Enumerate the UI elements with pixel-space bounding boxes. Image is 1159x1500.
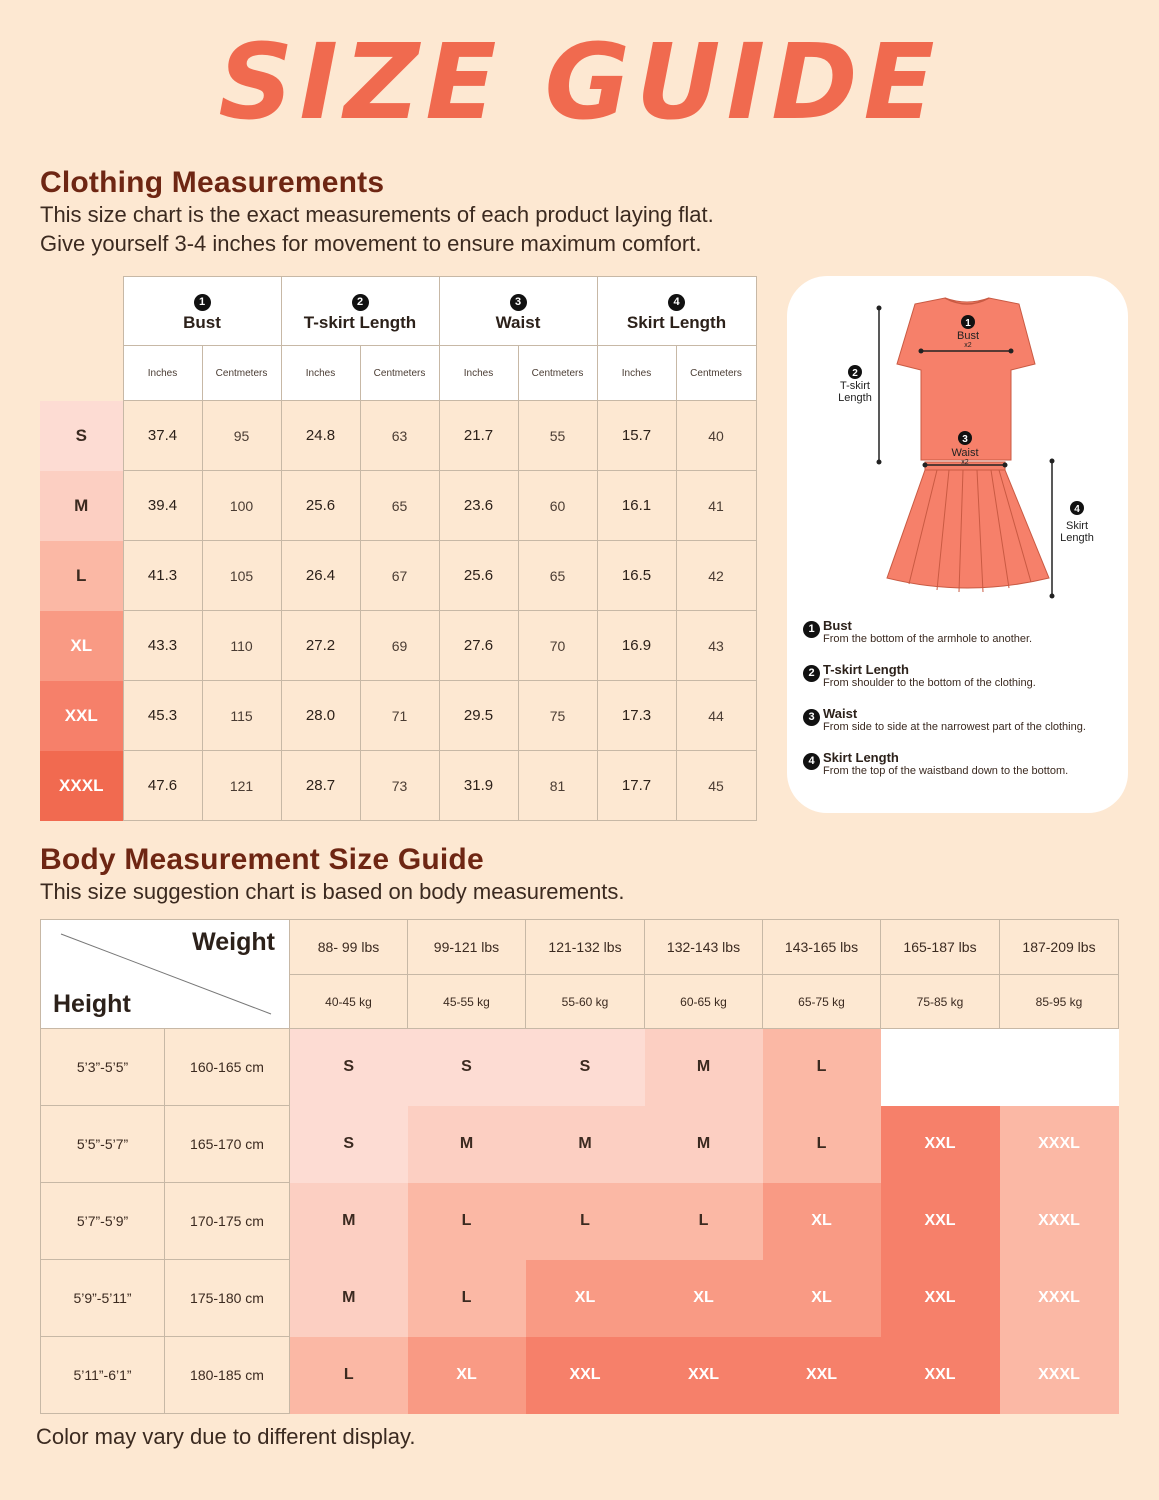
value-centimeters: 43 [676,611,756,681]
weight-lbs-2: 99-121 lbs [408,920,526,975]
table-corner [40,277,123,346]
table-corner [40,346,123,401]
weight-lbs-7: 187-209 lbs [1000,920,1119,975]
weight-lbs-4: 132-143 lbs [645,920,763,975]
size-cell: M [408,1106,526,1183]
value-centimeters: 71 [360,681,439,751]
value-centimeters: 41 [676,471,756,541]
size-cell: L [290,1337,408,1414]
value-inches: 43.3 [123,611,202,681]
size-cell: XXL [881,1183,1000,1260]
size-cell: L [526,1183,645,1260]
value-inches: 26.4 [281,541,360,611]
size-cell: XXXL [1000,1106,1119,1183]
unit-centimeters: Centmeters [202,346,281,401]
value-centimeters: 65 [360,471,439,541]
value-centimeters: 44 [676,681,756,751]
weight-kg-3: 55-60 kg [526,975,645,1029]
size-cell: L [408,1260,526,1337]
size-cell: M [645,1029,763,1106]
height-cm: 170-175 cm [165,1183,290,1260]
value-centimeters: 45 [676,751,756,821]
height-cm: 165-170 cm [165,1106,290,1183]
size-cell: L [408,1183,526,1260]
weight-label: Weight [192,928,275,956]
size-cell: XXL [526,1337,645,1414]
size-cell: S [290,1029,408,1106]
size-cell: XXL [763,1337,881,1414]
size-cell: L [763,1106,881,1183]
table-row [41,1260,1119,1337]
value-inches: 45.3 [123,681,202,751]
value-centimeters: 65 [518,541,597,611]
size-cell: XL [526,1260,645,1337]
table-row [41,1183,1119,1260]
weight-kg-5: 65-75 kg [763,975,881,1029]
weight-kg-2: 45-55 kg [408,975,526,1029]
column-header-bust: 1 Bust [123,277,281,346]
size-label: XL [40,611,123,681]
value-inches: 17.7 [597,751,676,821]
height-feet: 5’11”-6’1” [41,1337,165,1414]
height-feet: 5’3”-5’5” [41,1029,165,1106]
size-label: S [40,401,123,471]
clothing-heading: Clothing Measurements [40,166,385,199]
unit-inches: Inches [281,346,360,401]
value-centimeters: 110 [202,611,281,681]
svg-text:2: 2 [852,368,858,379]
value-inches: 41.3 [123,541,202,611]
table-row [40,681,756,751]
value-centimeters: 70 [518,611,597,681]
size-cell: XXXL [1000,1260,1119,1337]
size-cell: XXXL [1000,1337,1119,1414]
value-centimeters: 95 [202,401,281,471]
number-4-icon: 4 [668,294,685,311]
size-cell: XXL [881,1260,1000,1337]
value-inches: 28.0 [281,681,360,751]
weight-height-corner [41,920,290,1029]
number-3-icon: 3 [510,294,527,311]
value-inches: 25.6 [281,471,360,541]
value-centimeters: 73 [360,751,439,821]
value-centimeters: 55 [518,401,597,471]
table-row [40,471,756,541]
value-inches: 31.9 [439,751,518,821]
value-inches: 24.8 [281,401,360,471]
value-inches: 47.6 [123,751,202,821]
size-cell: XXL [645,1337,763,1414]
clothing-desc-2: Give yourself 3-4 inches for movement to ensure maximum comfort. [40,231,702,256]
size-cell: L [645,1183,763,1260]
height-cm: 180-185 cm [165,1337,290,1414]
color-disclaimer: Color may vary due to different display. [36,1424,416,1449]
size-cell: M [645,1106,763,1183]
svg-text:4: 4 [1074,504,1080,515]
value-inches: 27.6 [439,611,518,681]
outfit-illustration [787,276,1128,606]
value-inches: 16.5 [597,541,676,611]
size-cell: XL [408,1337,526,1414]
unit-inches: Inches [123,346,202,401]
svg-text:x2: x2 [961,459,969,466]
size-cell: XXL [881,1106,1000,1183]
size-label: XXL [40,681,123,751]
table-row [41,1337,1119,1414]
svg-text:Waist: Waist [951,447,979,459]
value-centimeters: 100 [202,471,281,541]
value-centimeters: 40 [676,401,756,471]
column-header-tskirt-length: 2 T-skirt Length [281,277,439,346]
table-row [40,611,756,681]
page-title: SIZE GUIDE [218,21,941,143]
body-heading: Body Measurement Size Guide [40,843,484,876]
size-cell: M [290,1260,408,1337]
value-inches: 23.6 [439,471,518,541]
value-inches: 25.6 [439,541,518,611]
table-row [40,401,756,471]
weight-lbs-1: 88- 99 lbs [290,920,408,975]
table-row [41,1029,1119,1106]
value-centimeters: 81 [518,751,597,821]
height-cm: 160-165 cm [165,1029,290,1106]
clothing-measurements-table [40,276,757,821]
skirt-shape [887,470,1049,588]
value-inches: 27.2 [281,611,360,681]
value-inches: 28.7 [281,751,360,821]
unit-centimeters: Centmeters [676,346,756,401]
size-cell: M [526,1106,645,1183]
table-row [40,541,756,611]
size-cell: XL [763,1260,881,1337]
unit-centimeters: Centmeters [518,346,597,401]
size-cell: M [290,1183,408,1260]
value-centimeters: 75 [518,681,597,751]
value-centimeters: 69 [360,611,439,681]
value-inches: 15.7 [597,401,676,471]
value-inches: 39.4 [123,471,202,541]
value-centimeters: 60 [518,471,597,541]
svg-text:Length: Length [838,392,872,404]
measurement-diagram-card: 1 Bust x2 2 T-skirt Length 3 Waist x2 4 Skirt Length 1 Bust From the bottom of the armhole to another. 2 T-skirt Length From shoulder to the bottom of the clothing. 3 Waist From side to side at the narrowest part of the clothing. 4 Skirt Length From the top of the waistband down to the bottom. [787,276,1128,813]
size-cell: XL [763,1183,881,1260]
size-cell: S [290,1106,408,1183]
size-cell: XL [645,1260,763,1337]
value-inches: 21.7 [439,401,518,471]
value-centimeters: 105 [202,541,281,611]
size-label: M [40,471,123,541]
svg-text:T-skirt: T-skirt [840,380,870,392]
weight-kg-1: 40-45 kg [290,975,408,1029]
number-2-icon: 2 [352,294,369,311]
svg-text:Bust: Bust [956,330,980,342]
table-row [41,1106,1119,1183]
value-centimeters: 67 [360,541,439,611]
weight-lbs-5: 143-165 lbs [763,920,881,975]
number-3-icon: 3 [803,709,820,726]
weight-kg-6: 75-85 kg [881,975,1000,1029]
number-1-icon: 1 [194,294,211,311]
value-centimeters: 115 [202,681,281,751]
body-measurement-table [40,919,1119,1414]
height-feet: 5’9”-5’11” [41,1260,165,1337]
height-label: Height [53,990,131,1018]
value-centimeters: 42 [676,541,756,611]
size-cell: S [408,1029,526,1106]
value-inches: 16.9 [597,611,676,681]
weight-kg-7: 85-95 kg [1000,975,1119,1029]
weight-kg-4: 60-65 kg [645,975,763,1029]
column-header-skirt-length: 4 Skirt Length [597,277,756,346]
value-inches: 37.4 [123,401,202,471]
svg-text:3: 3 [962,434,968,445]
size-cell: S [526,1029,645,1106]
size-cell [1000,1029,1119,1106]
svg-text:1: 1 [965,318,971,329]
svg-text:Skirt: Skirt [1066,520,1088,532]
svg-text:x2: x2 [964,342,972,349]
number-1-icon: 1 [803,621,820,638]
size-cell: XXL [881,1337,1000,1414]
size-cell: L [763,1029,881,1106]
unit-centimeters: Centmeters [360,346,439,401]
table-row [40,751,756,821]
height-feet: 5’7”-5’9” [41,1183,165,1260]
weight-lbs-6: 165-187 lbs [881,920,1000,975]
number-2-icon: 2 [803,665,820,682]
value-inches: 17.3 [597,681,676,751]
size-cell: XXXL [1000,1183,1119,1260]
height-cm: 175-180 cm [165,1260,290,1337]
unit-inches: Inches [597,346,676,401]
value-inches: 16.1 [597,471,676,541]
value-inches: 29.5 [439,681,518,751]
clothing-desc-1: This size chart is the exact measurements of each product laying flat. [40,202,714,227]
body-desc: This size suggestion chart is based on body measurements. [40,879,625,904]
unit-inches: Inches [439,346,518,401]
height-feet: 5’5”-5’7” [41,1106,165,1183]
size-label: XXXL [40,751,123,821]
value-centimeters: 63 [360,401,439,471]
svg-text:Length: Length [1060,532,1094,544]
column-header-waist: 3 Waist [439,277,597,346]
size-cell [881,1029,1000,1106]
number-4-icon: 4 [803,753,820,770]
size-label: L [40,541,123,611]
value-centimeters: 121 [202,751,281,821]
weight-lbs-3: 121-132 lbs [526,920,645,975]
